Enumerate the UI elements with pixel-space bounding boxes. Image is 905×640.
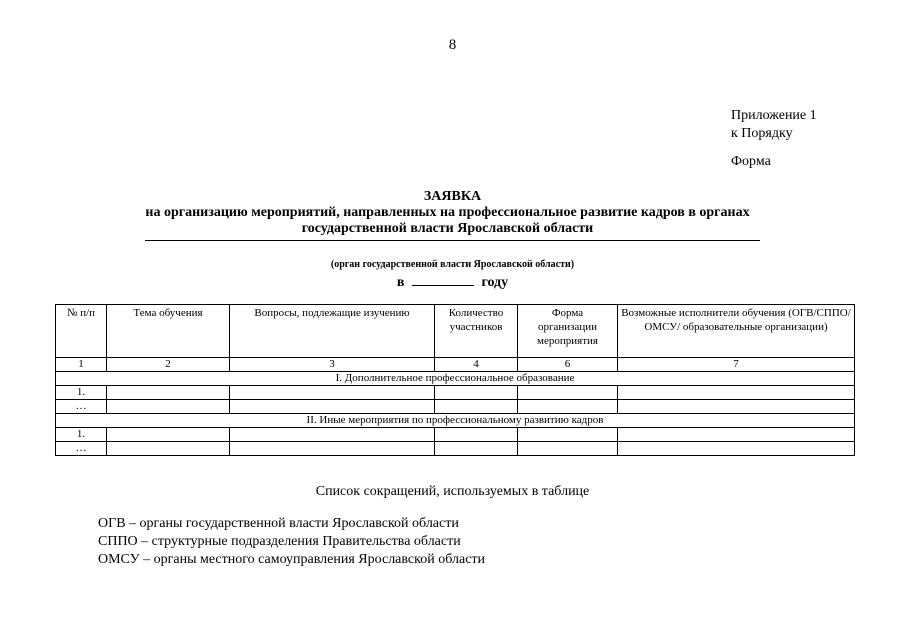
empty-cell bbox=[435, 442, 518, 456]
empty-cell bbox=[107, 428, 230, 442]
section-title: I. Дополнительное профессиональное образование bbox=[56, 372, 855, 386]
empty-cell bbox=[107, 442, 230, 456]
abbreviation-item: ОГВ – органы государственной власти Ярославской области bbox=[98, 516, 459, 531]
abbreviations-list bbox=[98, 515, 485, 569]
empty-cell bbox=[618, 428, 855, 442]
empty-cell bbox=[518, 386, 618, 400]
column-number: 6 bbox=[518, 358, 618, 372]
header-cell: Количество участников bbox=[435, 305, 518, 358]
empty-cell bbox=[518, 428, 618, 442]
table-row bbox=[56, 386, 855, 400]
row-number: 1. bbox=[56, 386, 107, 400]
empty-cell bbox=[230, 400, 435, 414]
abbreviation-item: ОМСУ – органы местного самоуправления Ярославской области bbox=[98, 552, 486, 567]
table-row bbox=[56, 442, 855, 456]
header-cell: Возможные исполнители обучения (ОГВ/СППО/ОМСУ/ образовательные организации) bbox=[618, 305, 855, 358]
title-heading: ЗАЯВКА bbox=[423, 189, 482, 204]
appendix-block bbox=[731, 107, 817, 171]
empty-cell bbox=[618, 400, 855, 414]
request-table bbox=[55, 304, 855, 456]
empty-cell bbox=[618, 442, 855, 456]
table-row bbox=[56, 400, 855, 414]
row-number: … bbox=[56, 442, 107, 456]
empty-cell bbox=[435, 428, 518, 442]
empty-cell bbox=[230, 386, 435, 400]
year-prefix: в bbox=[396, 275, 405, 290]
page-number: 8 bbox=[448, 37, 457, 53]
section-title: II. Иные мероприятия по профессиональному развитию кадров bbox=[56, 414, 855, 428]
row-number: … bbox=[56, 400, 107, 414]
empty-cell bbox=[435, 386, 518, 400]
empty-cell bbox=[107, 400, 230, 414]
year-line bbox=[0, 273, 905, 291]
header-cell: Тема обучения bbox=[107, 305, 230, 358]
appendix-line-2: к Порядку bbox=[731, 126, 793, 141]
form-label: Форма bbox=[731, 154, 771, 169]
empty-cell bbox=[107, 386, 230, 400]
header-cell: Вопросы, подлежащие изучению bbox=[230, 305, 435, 358]
title-subheading: на организацию мероприятий, направленных на профессиональное развитие кадров в органах государственной власти Ярославской области bbox=[145, 205, 750, 236]
year-blank bbox=[412, 273, 474, 286]
column-number: 7 bbox=[618, 358, 855, 372]
empty-cell bbox=[435, 400, 518, 414]
org-fill-line bbox=[145, 240, 760, 241]
column-number: 2 bbox=[107, 358, 230, 372]
table-row bbox=[56, 428, 855, 442]
row-number: 1. bbox=[56, 428, 107, 442]
empty-cell bbox=[518, 442, 618, 456]
empty-cell bbox=[618, 386, 855, 400]
empty-cell bbox=[230, 428, 435, 442]
org-caption: (орган государственной власти Ярославской области) bbox=[330, 259, 575, 270]
column-number: 1 bbox=[56, 358, 107, 372]
year-suffix: году bbox=[481, 275, 509, 290]
abbreviation-item: СППО – структурные подразделения Правительства области bbox=[98, 534, 461, 549]
header-cell: Форма организации мероприятия bbox=[518, 305, 618, 358]
column-number: 4 bbox=[435, 358, 518, 372]
appendix-line-1: Приложение 1 bbox=[731, 108, 817, 123]
abbreviations-title: Список сокращений, используемых в таблице bbox=[315, 484, 590, 499]
document-title bbox=[0, 189, 905, 237]
empty-cell bbox=[230, 442, 435, 456]
empty-cell bbox=[518, 400, 618, 414]
header-cell: № п/п bbox=[56, 305, 107, 358]
column-number: 3 bbox=[230, 358, 435, 372]
